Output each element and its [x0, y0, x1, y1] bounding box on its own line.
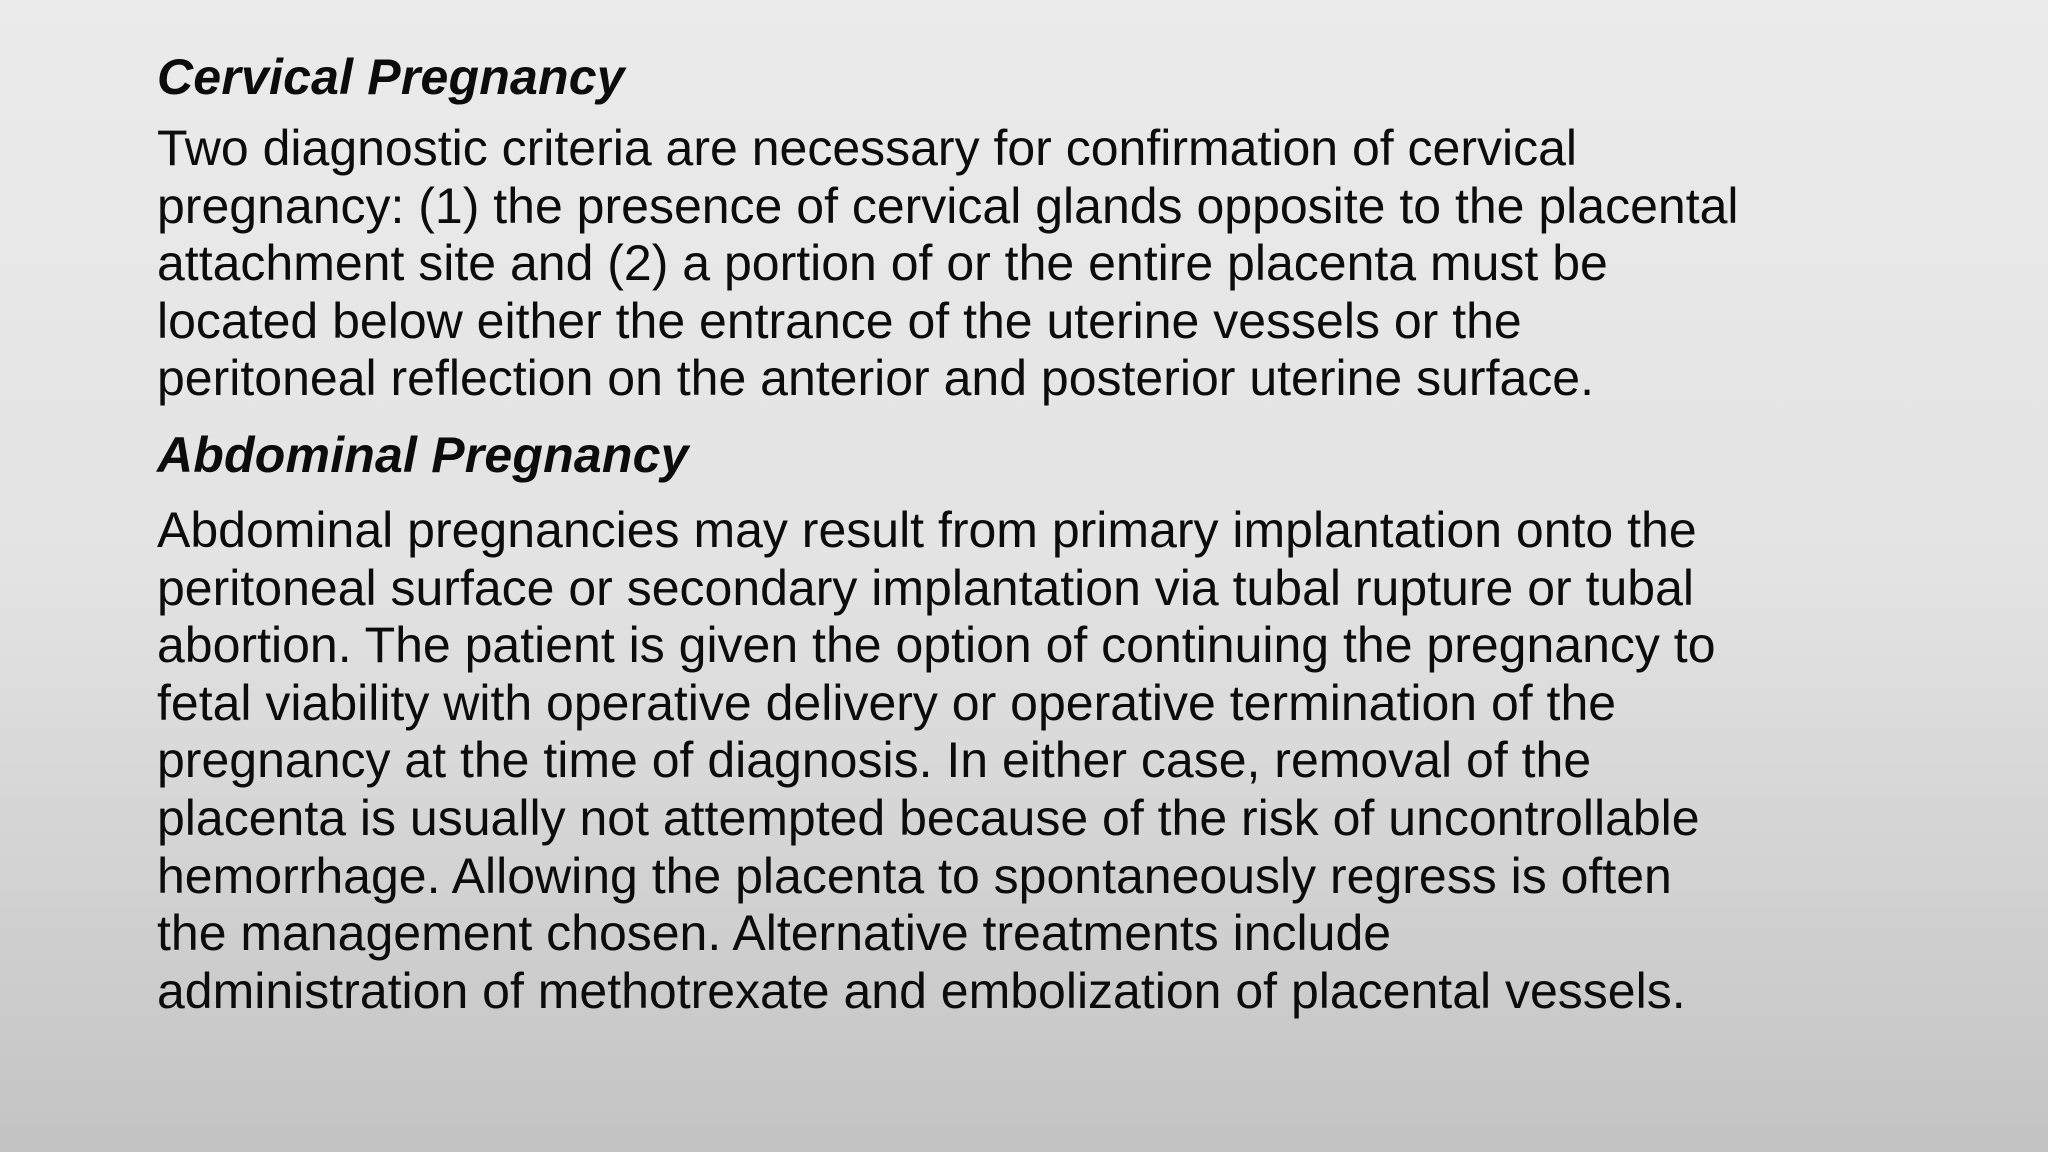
body-line: hemorrhage. Allowing the placenta to spontaneously regress is often [157, 847, 1672, 904]
section-body-abdominal-pregnancy [157, 502, 1987, 1020]
body-line: abortion. The patient is given the option of continuing the pregnancy to [157, 617, 1716, 674]
body-line: placenta is usually not attempted because of the risk of uncontrollable [157, 789, 1700, 846]
body-line: peritoneal reflection on the anterior and posterior uterine surface. [157, 350, 1594, 407]
body-line: administration of methotrexate and embolization of placental vessels. [157, 962, 1686, 1019]
body-line: pregnancy at the time of diagnosis. In either case, removal of the [157, 732, 1592, 789]
body-line: Two diagnostic criteria are necessary for confirmation of cervical [157, 120, 1578, 176]
slide-content [157, 44, 1987, 1020]
body-line: Abdominal pregnancies may result from primary implantation onto the [157, 501, 1697, 558]
body-line: attachment site and (2) a portion of or the entire placenta must be [157, 235, 1608, 292]
body-line: pregnancy: (1) the presence of cervical glands opposite to the placental [157, 177, 1739, 234]
section-body-cervical-pregnancy [157, 120, 1987, 408]
body-line: located below either the entrance of the uterine vessels or the [157, 292, 1522, 349]
body-line: the management chosen. Alternative treatments include [157, 905, 1392, 962]
section-heading-abdominal-pregnancy: Abdominal Pregnancy [157, 426, 689, 483]
section-heading-cervical-pregnancy: Cervical Pregnancy [157, 49, 625, 105]
body-line: peritoneal surface or secondary implantation via tubal rupture or tubal [157, 559, 1694, 616]
body-line: fetal viability with operative delivery or operative termination of the [157, 674, 1617, 731]
